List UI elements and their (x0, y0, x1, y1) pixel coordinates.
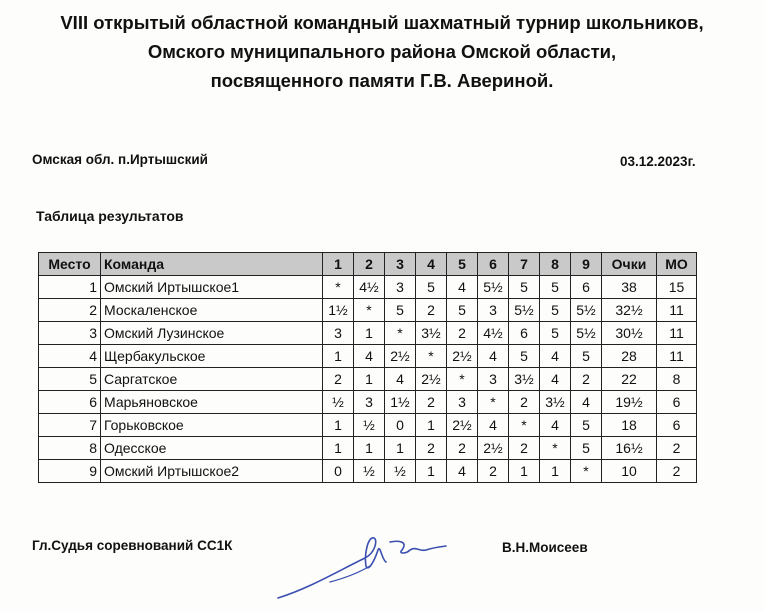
date-text: 03.12.2023г. (620, 154, 696, 169)
mo-cell: 11 (657, 322, 697, 345)
place-cell: 2 (39, 299, 101, 322)
mo-cell: 15 (657, 276, 697, 299)
column-header: Очки (602, 253, 657, 276)
game-cell: 4 (540, 414, 571, 437)
game-cell: 3½ (509, 368, 540, 391)
game-cell: 4 (540, 368, 571, 391)
judge-signature (270, 520, 480, 605)
game-cell: 5 (447, 299, 478, 322)
game-cell: 4½ (478, 322, 509, 345)
game-cell: 4 (478, 345, 509, 368)
table-row (39, 437, 697, 460)
mo-cell: 8 (657, 368, 697, 391)
game-cell: 3 (478, 299, 509, 322)
game-cell: 5½ (571, 299, 602, 322)
points-cell: 18 (602, 414, 657, 437)
game-cell: * (509, 414, 540, 437)
place-cell: 5 (39, 368, 101, 391)
points-cell: 10 (602, 460, 657, 483)
game-cell: 2 (509, 437, 540, 460)
tournament-title (0, 8, 764, 95)
game-cell: 1 (354, 437, 385, 460)
team-cell: Щербакульское (101, 345, 323, 368)
game-cell: ½ (354, 460, 385, 483)
game-cell: 1 (323, 345, 354, 368)
game-cell: 2 (447, 322, 478, 345)
game-cell: * (447, 368, 478, 391)
game-cell: 1½ (385, 391, 416, 414)
points-cell: 19½ (602, 391, 657, 414)
place-cell: 9 (39, 460, 101, 483)
place-cell: 3 (39, 322, 101, 345)
game-cell: 0 (323, 460, 354, 483)
game-cell: 3 (478, 368, 509, 391)
game-cell: 1 (540, 460, 571, 483)
location-text: Омская обл. п.Иртышский (32, 152, 208, 167)
team-cell: Марьяновское (101, 391, 323, 414)
game-cell: 5½ (509, 299, 540, 322)
column-header-team: Команда (101, 253, 323, 276)
column-header: 6 (478, 253, 509, 276)
points-cell: 22 (602, 368, 657, 391)
column-header: 9 (571, 253, 602, 276)
table-row (39, 276, 697, 299)
game-cell: 1 (323, 437, 354, 460)
game-cell: 3 (354, 391, 385, 414)
title-line-1: VIII открытый областной командный шахматный турнир школьников, (60, 12, 704, 33)
mo-cell: 11 (657, 299, 697, 322)
game-cell: 2 (323, 368, 354, 391)
table-row (39, 322, 697, 345)
team-cell: Москаленское (101, 299, 323, 322)
table-header-row (39, 253, 697, 276)
game-cell: 2½ (447, 414, 478, 437)
column-header: МО (657, 253, 697, 276)
game-cell: * (478, 391, 509, 414)
place-cell: 7 (39, 414, 101, 437)
game-cell: 5½ (571, 322, 602, 345)
game-cell: 4½ (354, 276, 385, 299)
table-row (39, 460, 697, 483)
game-cell: 2 (416, 299, 447, 322)
place-cell: 8 (39, 437, 101, 460)
game-cell: 5 (571, 437, 602, 460)
team-cell: Омский Иртышское1 (101, 276, 323, 299)
game-cell: 5 (540, 299, 571, 322)
table-row (39, 414, 697, 437)
points-cell: 32½ (602, 299, 657, 322)
game-cell: 4 (385, 368, 416, 391)
column-header: 2 (354, 253, 385, 276)
judge-label: Гл.Судья соревнований СС1К (32, 538, 233, 553)
game-cell: 2 (509, 391, 540, 414)
table-row (39, 391, 697, 414)
game-cell: ½ (354, 414, 385, 437)
game-cell: 1 (354, 322, 385, 345)
title-line-3: посвященного памяти Г.В. Авериной. (210, 70, 554, 91)
game-cell: 2½ (447, 345, 478, 368)
mo-cell: 6 (657, 391, 697, 414)
points-cell: 16½ (602, 437, 657, 460)
game-cell: 1 (416, 460, 447, 483)
game-cell: 5 (571, 345, 602, 368)
mo-cell: 11 (657, 345, 697, 368)
game-cell: * (385, 322, 416, 345)
game-cell: 0 (385, 414, 416, 437)
table-row (39, 368, 697, 391)
game-cell: 4 (447, 460, 478, 483)
column-header: 5 (447, 253, 478, 276)
game-cell: * (323, 276, 354, 299)
title-line-2: Омского муниципального района Омской области, (147, 41, 617, 62)
game-cell: 1 (323, 414, 354, 437)
game-cell: 2 (416, 437, 447, 460)
game-cell: ½ (385, 460, 416, 483)
game-cell: 3½ (416, 322, 447, 345)
place-cell: 1 (39, 276, 101, 299)
game-cell: * (416, 345, 447, 368)
game-cell: * (540, 437, 571, 460)
game-cell: 1½ (323, 299, 354, 322)
place-cell: 6 (39, 391, 101, 414)
game-cell: 6 (509, 322, 540, 345)
game-cell: 1 (385, 437, 416, 460)
table-caption: Таблица результатов (36, 208, 184, 224)
team-cell: Горьковское (101, 414, 323, 437)
game-cell: 2½ (385, 345, 416, 368)
game-cell: 5 (571, 414, 602, 437)
team-cell: Омский Иртышское2 (101, 460, 323, 483)
team-cell: Саргатское (101, 368, 323, 391)
team-cell: Омский Лузинское (101, 322, 323, 345)
game-cell: 5½ (478, 276, 509, 299)
game-cell: 2 (447, 437, 478, 460)
game-cell: 1 (509, 460, 540, 483)
game-cell: 5 (540, 322, 571, 345)
game-cell: 1 (416, 414, 447, 437)
game-cell: 2 (416, 391, 447, 414)
game-cell: 5 (416, 276, 447, 299)
mo-cell: 6 (657, 414, 697, 437)
game-cell: ½ (323, 391, 354, 414)
points-cell: 30½ (602, 322, 657, 345)
game-cell: 2½ (478, 437, 509, 460)
judge-name: В.Н.Моисеев (502, 540, 588, 555)
points-cell: 28 (602, 345, 657, 368)
game-cell: 5 (385, 299, 416, 322)
game-cell: 3½ (540, 391, 571, 414)
game-cell: 3 (447, 391, 478, 414)
game-cell: 2 (571, 368, 602, 391)
game-cell: 4 (354, 345, 385, 368)
game-cell: 2 (478, 460, 509, 483)
table-row (39, 299, 697, 322)
game-cell: * (354, 299, 385, 322)
game-cell: 4 (447, 276, 478, 299)
table-row (39, 345, 697, 368)
column-header: 4 (416, 253, 447, 276)
game-cell: 4 (540, 345, 571, 368)
game-cell: 4 (571, 391, 602, 414)
team-cell: Одесское (101, 437, 323, 460)
mo-cell: 2 (657, 437, 697, 460)
mo-cell: 2 (657, 460, 697, 483)
column-header: 3 (385, 253, 416, 276)
game-cell: 3 (323, 322, 354, 345)
game-cell: 4 (478, 414, 509, 437)
game-cell: 5 (540, 276, 571, 299)
results-table (38, 252, 697, 483)
game-cell: 6 (571, 276, 602, 299)
game-cell: * (571, 460, 602, 483)
game-cell: 2½ (416, 368, 447, 391)
column-header: 7 (509, 253, 540, 276)
game-cell: 5 (509, 276, 540, 299)
game-cell: 5 (509, 345, 540, 368)
game-cell: 1 (354, 368, 385, 391)
game-cell: 3 (385, 276, 416, 299)
column-header: 1 (323, 253, 354, 276)
place-cell: 4 (39, 345, 101, 368)
points-cell: 38 (602, 276, 657, 299)
column-header: Место (39, 253, 101, 276)
column-header: 8 (540, 253, 571, 276)
